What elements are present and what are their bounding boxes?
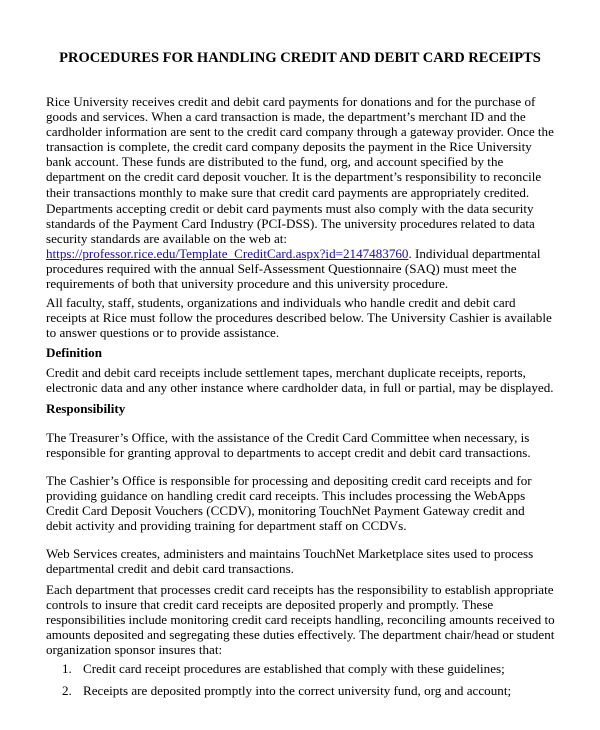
text-line: All faculty, staff, students, organizations and individuals who handle credit and debit card — [46, 295, 516, 310]
responsibility-paragraph-2 — [46, 473, 566, 533]
text-line: organization sponsor insures that: — [46, 642, 223, 658]
text-line: departmental credit and debit card transactions. — [46, 561, 294, 577]
document-title: PROCEDURES FOR HANDLING CREDIT AND DEBIT CARD RECEIPTS — [59, 50, 541, 66]
text-line: debit activity and providing training for department staff on CCDVs. — [46, 518, 407, 534]
text-line: Credit and debit card receipts include settlement tapes, merchant duplicate receipts, reports, — [46, 365, 526, 380]
text-line: to answer questions or to provide assistance. — [46, 325, 280, 341]
text-line: responsible for granting approval to departments to accept credit and debit card transactions. — [46, 445, 531, 461]
list-item-text: Credit card receipt procedures are established that comply with these guidelines; — [83, 661, 505, 676]
responsibility-paragraph-1 — [46, 430, 566, 460]
text-fragment: . Individual departmental — [408, 246, 541, 262]
text-line: goods and services. When a card transaction is made, the department’s merchant ID and the — [46, 109, 526, 125]
text-line: Credit Card Deposit Vouchers (CCDV), monitoring TouchNet Payment Gateway credit and — [46, 503, 525, 519]
text-line: controls to insure that credit card receipts are deposited properly and promptly. These — [46, 597, 494, 613]
text-line: department on the credit card deposit voucher. It is the department’s responsibility to reconcile — [46, 169, 542, 185]
text-line: receipts at Rice must follow the procedures described below. The University Cashier is available — [46, 310, 552, 326]
text-line: their transactions monthly to make sure that credit card payments are appropriately credited. — [46, 184, 530, 200]
text-line: procedures required with the annual Self-Assessment Questionnaire (SAQ) must meet the — [46, 261, 517, 277]
text-line: transaction is complete, the credit card company deposits the payment in the Rice University — [46, 139, 532, 155]
text-line: Rice University receives credit and debit card payments for donations and for the purchase of — [46, 94, 536, 109]
responsibility-heading: Responsibility — [46, 401, 126, 416]
definition-heading: Definition — [46, 345, 103, 360]
list-item-number: 1. — [62, 661, 72, 676]
text-line-with-link — [46, 246, 566, 261]
text-line: bank account. These funds are distributed to the fund, org, and account specified by the — [46, 154, 504, 170]
text-line: Web Services creates, administers and maintains TouchNet Marketplace sites used to process — [46, 546, 534, 561]
responsibility-paragraph-4 — [46, 582, 566, 657]
text-line: Each department that processes credit card receipts has the responsibility to establish appropriate — [46, 582, 554, 597]
text-line: requirements of both that university procedure and this university procedure. — [46, 276, 449, 292]
text-line: Departments accepting credit or debit card payments must also comply with the data security — [46, 201, 534, 216]
intro-paragraph-1 — [46, 94, 566, 200]
text-line: standards of the Payment Card Industry (PCI-DSS). The university procedures related to data — [46, 216, 535, 232]
intro-paragraph-2 — [46, 201, 566, 292]
text-line: electronic data and any other instance where cardholder data, in full or partial, may be displayed. — [46, 380, 554, 396]
list-item-number: 2. — [62, 683, 72, 698]
intro-paragraph-3 — [46, 295, 566, 340]
text-line: providing guidance on handling credit card receipts. This includes processing the WebApps — [46, 488, 526, 504]
pci-procedures-link[interactable]: https://professor.rice.edu/Template_CreditCard.aspx?id=2147483760 — [46, 246, 409, 262]
text-line: cardholder information are sent to the credit card company through a gateway provider. Once the — [46, 124, 554, 140]
text-line: The Treasurer’s Office, with the assistance of the Credit Card Committee when necessary, is — [46, 430, 530, 445]
responsibility-paragraph-3 — [46, 546, 566, 576]
text-line: security standards are available on the web at: — [46, 231, 288, 247]
list-item — [62, 661, 505, 676]
text-line: responsibilities include monitoring credit card receipts handling, reconciling amounts received to — [46, 612, 555, 628]
list-item — [62, 683, 511, 698]
definition-paragraph — [46, 365, 566, 395]
text-line: The Cashier’s Office is responsible for processing and depositing credit card receipts and for — [46, 473, 532, 488]
text-line: amounts deposited and segregating these duties effectively. The department chair/head or student — [46, 627, 555, 643]
list-item-text: Receipts are deposited promptly into the correct university fund, org and account; — [83, 683, 512, 698]
